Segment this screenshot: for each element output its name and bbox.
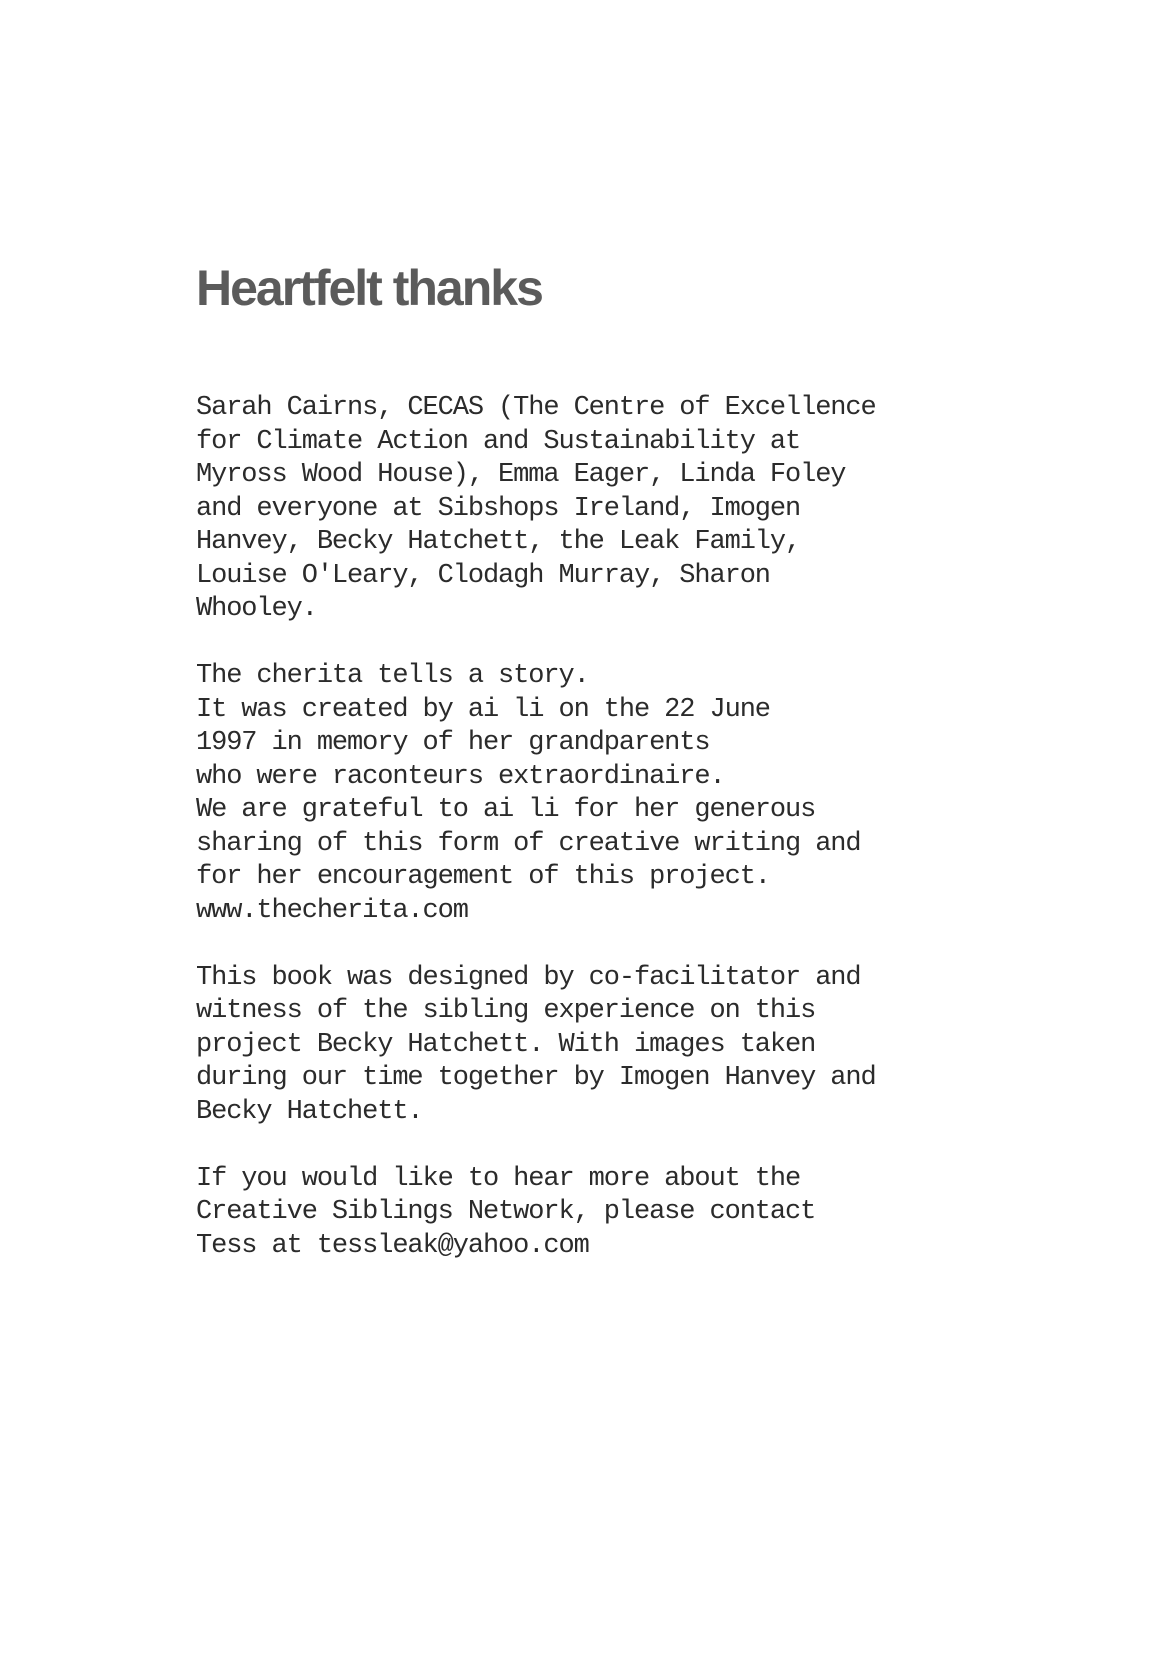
text-line: sharing of this form of creative writing and bbox=[196, 828, 861, 859]
text-line: Creative Siblings Network, please contact bbox=[196, 1197, 816, 1227]
text-line: who were raconteurs extraordinaire. bbox=[196, 761, 725, 792]
cherita-paragraph bbox=[196, 660, 996, 928]
text-line: during our time together by Imogen Hanvey and bbox=[196, 1063, 876, 1093]
thanks-paragraph bbox=[196, 392, 996, 627]
text-line: If you would like to hear more about the bbox=[196, 1163, 801, 1194]
text-line: Becky Hatchett. bbox=[196, 1096, 423, 1127]
text-line: This book was designed by co-facilitator and bbox=[196, 962, 861, 993]
contact-email-line[interactable]: Tess at tessleak@yahoo.com bbox=[196, 1230, 589, 1261]
text-line: 1997 in memory of her grandparents bbox=[196, 728, 710, 758]
text-line: Hanvey, Becky Hatchett, the Leak Family, bbox=[196, 527, 801, 557]
text-line: project Becky Hatchett. With images taken bbox=[196, 1029, 816, 1060]
text-line: We are grateful to ai li for her generous bbox=[196, 795, 816, 825]
acknowledgements-body bbox=[196, 392, 996, 1297]
contact-paragraph bbox=[196, 1163, 996, 1264]
website-link[interactable]: www.thecherita.com bbox=[196, 895, 468, 926]
text-line: Whooley. bbox=[196, 594, 317, 624]
text-line: The cherita tells a story. bbox=[196, 661, 589, 691]
text-line: and everyone at Sibshops Ireland, Imogen bbox=[196, 493, 801, 524]
page-title: Heartfelt thanks bbox=[196, 260, 542, 316]
text-line: Louise O'Leary, Clodagh Murray, Sharon bbox=[196, 560, 770, 591]
text-line: for Climate Action and Sustainability at bbox=[196, 426, 801, 457]
text-line: for her encouragement of this project. bbox=[196, 862, 770, 892]
text-line: witness of the sibling experience on this bbox=[196, 996, 816, 1026]
text-line: Myross Wood House), Emma Eager, Linda Foley bbox=[196, 460, 846, 490]
text-line: It was created by ai li on the 22 June bbox=[196, 694, 770, 725]
text-line: Sarah Cairns, CECAS (The Centre of Excellence bbox=[196, 393, 876, 423]
design-credits-paragraph bbox=[196, 962, 996, 1130]
